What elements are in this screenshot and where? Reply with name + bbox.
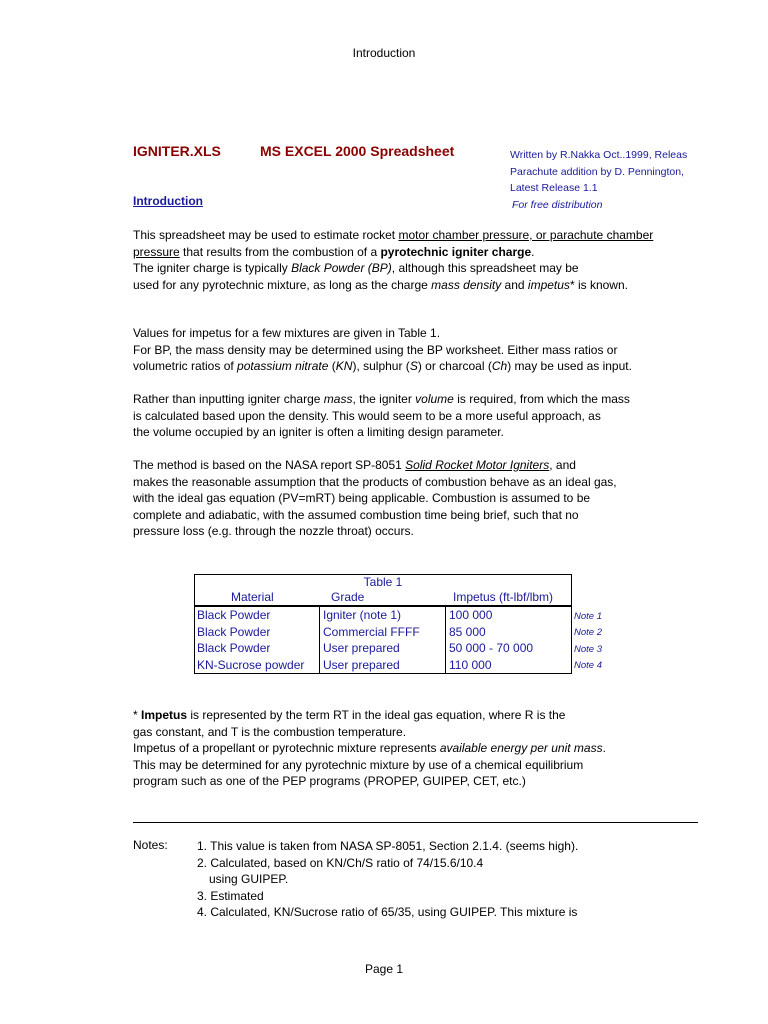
note-item: using GUIPEP.	[209, 872, 289, 886]
text: volumetric ratios of	[133, 359, 238, 373]
text: ) or charcoal (	[417, 359, 492, 373]
text: , and	[549, 458, 576, 472]
table-cell: Igniter (note 1)	[323, 608, 402, 622]
table-cell: 100 000	[449, 608, 493, 622]
text: used for any pyrotechnic mixture, as long as the charge	[133, 277, 432, 292]
text: (	[328, 359, 336, 373]
paragraph-1	[133, 227, 713, 293]
credits-line: For free distribution	[512, 198, 603, 211]
table-cell: 110 000	[449, 657, 492, 672]
text: pressure	[133, 244, 180, 259]
text: pressure loss (e.g. through the nozzle throat) occurs.	[133, 524, 414, 538]
text: potassium nitrate	[237, 359, 329, 373]
credits-block	[510, 147, 700, 213]
paragraph-5	[133, 707, 713, 790]
app-title: MS EXCEL 2000 Spreadsheet	[260, 143, 455, 159]
note-item: 1. This value is taken from NASA SP-8051, Section 2.1.4. (seems high).	[197, 839, 579, 853]
paragraph-4	[133, 457, 713, 540]
file-title: IGNITER.XLS	[133, 143, 221, 159]
table-row	[195, 624, 571, 641]
text: Impetus of a propellant or pyrotechnic mixture represents	[133, 741, 440, 755]
text: , the igniter	[352, 392, 416, 406]
table-row	[195, 607, 571, 624]
table-cell: 85 000	[449, 624, 486, 639]
note-item: 4. Calculated, KN/Sucrose ratio of 65/35, using GUIPEP. This mixture is	[197, 905, 578, 919]
table-header-row	[194, 589, 572, 606]
credits-line: Written by R.Nakka Oct..1999, Releas	[510, 149, 688, 161]
column-header: Impetus (ft-lbf/lbm)	[453, 590, 554, 604]
text: Rather than inputting igniter charge	[133, 392, 324, 406]
text: volume	[415, 392, 454, 406]
text: *	[133, 708, 142, 722]
text: The method is based on the NASA report SP-8051	[133, 458, 406, 472]
text: This spreadsheet may be used to estimate rocket	[133, 228, 399, 242]
text: ) may be used as input.	[507, 359, 632, 373]
text: Ch	[491, 359, 508, 373]
table-cell: Black Powder	[197, 608, 271, 622]
text: mass	[323, 392, 353, 406]
text: The igniter charge is typically	[133, 261, 292, 275]
row-note: Note 4	[574, 660, 602, 671]
table-cell: User prepared	[323, 657, 400, 672]
column-header: Material	[231, 590, 274, 604]
text: is calculated based upon the density. This would seem to be a more useful approach, as	[133, 408, 601, 423]
intro-heading: Introduction	[133, 194, 203, 208]
row-note: Note 1	[574, 611, 602, 622]
text: mass density	[431, 277, 502, 292]
credits-line: Parachute addition by D. Pennington,	[510, 165, 684, 178]
text: pyrotechnic igniter charge	[380, 244, 532, 259]
text: with the ideal gas equation (PV=mRT) being applicable. Combustion is assumed to be	[133, 491, 591, 505]
paragraph-3	[133, 391, 713, 441]
note-item: 2. Calculated, based on KN/Ch/S ratio of 74/15.6/10.4	[197, 855, 484, 870]
text: Impetus	[141, 708, 188, 722]
table-row	[195, 657, 571, 674]
text: S	[409, 359, 418, 373]
text: .	[602, 741, 606, 755]
text: makes the reasonable assumption that the products of combustion behave as an ideal gas,	[133, 474, 617, 489]
text: This may be determined for any pyrotechnic mixture by use of a chemical equilibrium	[133, 757, 584, 772]
table-caption: Table 1	[194, 574, 572, 589]
table-cell: KN-Sucrose powder	[197, 657, 305, 672]
table-row	[195, 640, 571, 657]
row-note: Note 3	[574, 644, 602, 655]
page-header: Introduction	[352, 46, 416, 60]
text: * is known.	[569, 277, 628, 292]
notes-list	[197, 838, 707, 921]
text: Black Powder (BP)	[291, 261, 392, 275]
notes-label: Notes:	[133, 838, 168, 852]
text: that results from the combustion of a	[179, 244, 381, 259]
note-item: 3. Estimated	[197, 888, 264, 903]
text: complete and adiabatic, with the assumed combustion time being brief, such that no	[133, 507, 579, 522]
table-body	[194, 606, 572, 674]
table-cell: Commercial FFFF	[323, 624, 420, 639]
text: is required, from which the mass	[453, 392, 630, 406]
text: gas constant, and T is the combustion temperature.	[133, 724, 407, 739]
text: , although this spreadsheet may be	[391, 261, 579, 275]
text: .	[531, 244, 535, 259]
text: program such as one of the PEP programs (PROPEP, GUIPEP, CET, etc.)	[133, 774, 526, 788]
page-footer: Page 1	[364, 962, 404, 976]
row-note: Note 2	[574, 627, 602, 638]
text: motor chamber pressure, or parachute chamber	[398, 228, 654, 242]
credits-line: Latest Release 1.1	[510, 182, 598, 194]
divider	[133, 822, 698, 823]
table-cell: User prepared	[323, 641, 400, 655]
text: Solid Rocket Motor Igniters	[405, 458, 550, 472]
text: Values for impetus for a few mixtures are given in Table 1.	[133, 326, 441, 340]
table-cell: Black Powder	[197, 624, 271, 639]
text: impetus	[527, 277, 570, 292]
paragraph-2	[133, 325, 713, 375]
text: and	[501, 277, 528, 292]
column-header: Grade	[331, 590, 365, 604]
text: ), sulphur (	[352, 359, 410, 373]
text: the volume occupied by an igniter is often a limiting design parameter.	[133, 425, 504, 439]
text: KN	[335, 359, 353, 373]
table-cell: Black Powder	[197, 641, 271, 655]
text: is represented by the term RT in the ideal gas equation, where R is the	[187, 708, 566, 722]
table-cell: 50 000 - 70 000	[449, 641, 534, 655]
text: available energy per unit mass	[439, 741, 603, 755]
text: For BP, the mass density may be determined using the BP worksheet. Either mass ratios or	[133, 342, 618, 357]
